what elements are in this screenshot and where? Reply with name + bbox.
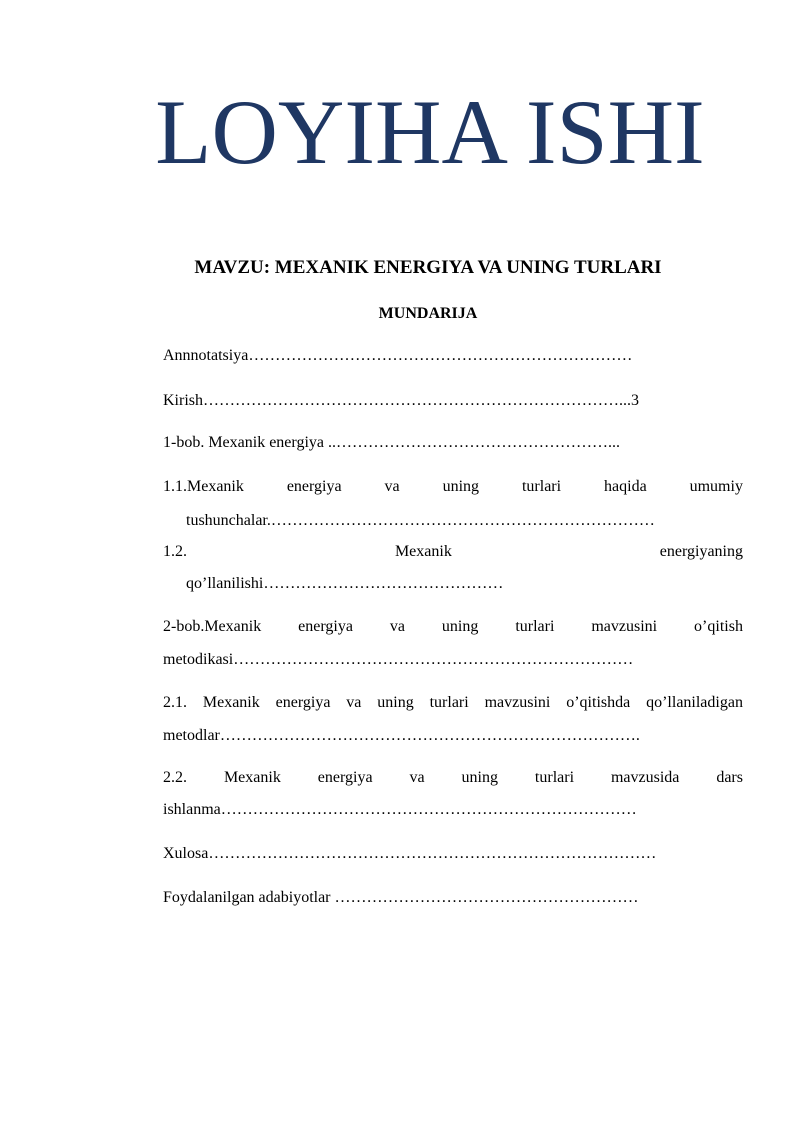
toc-entry-section-2-2 <box>163 767 743 789</box>
toc-word: 1.1.Mexanik <box>163 478 244 495</box>
toc-word: mavzusida <box>610 769 680 786</box>
toc-word: o’qitishda <box>566 694 631 711</box>
toc-word: energiyaning <box>659 543 743 560</box>
toc-entry-section-1-2 <box>163 541 743 563</box>
toc-word: 2.2. <box>163 769 187 786</box>
toc-entry-kirish: Kirish……………………………………………………………………...3 <box>163 392 639 409</box>
toc-word: 2.1. <box>163 694 187 711</box>
toc-entry-section-1-1-cont: tushunchalar.……………………………………………………………… <box>186 512 655 529</box>
toc-entry-section-1-1 <box>163 476 743 498</box>
toc-word: o’qitish <box>694 618 743 635</box>
subject-heading: MAVZU: MEXANIK ENERGIYA VA UNING TURLARI <box>194 257 662 278</box>
toc-entry-annotatsiya: Annnotatsiya……………………………………………………………… <box>163 347 633 364</box>
toc-word: va <box>389 618 405 635</box>
toc-word: turlari <box>534 769 575 786</box>
toc-word: uning <box>441 618 479 635</box>
toc-entry-xulosa: Xulosa………………………………………………………………………… <box>163 845 657 862</box>
document-title: LOYIHA ISHI <box>155 81 705 183</box>
toc-word: energiya <box>286 478 342 495</box>
toc-word: umumiy <box>689 478 743 495</box>
toc-entry-section-1-2-cont: qo’llanilishi……………………………………… <box>186 575 504 592</box>
toc-entry-chapter-1: 1-bob. Mexanik energiya ..……………………………………………... <box>163 434 620 451</box>
toc-entry-section-2-2-cont: ishlanma…………………………………………………………………… <box>163 801 637 818</box>
toc-heading: MUNDARIJA <box>378 305 478 322</box>
toc-word: va <box>409 769 425 786</box>
toc-word: qo’llaniladigan <box>646 694 743 711</box>
toc-word: energiya <box>275 694 331 711</box>
toc-word: 1.2. <box>163 543 187 560</box>
toc-word: Mexanik <box>394 543 452 560</box>
toc-word: mavzusini <box>484 694 551 711</box>
toc-word: va <box>384 478 400 495</box>
toc-word: energiya <box>298 618 353 635</box>
toc-entry-chapter-2 <box>163 616 743 638</box>
toc-word: turlari <box>515 618 555 635</box>
toc-word: energiya <box>317 769 373 786</box>
toc-word: mavzusini <box>591 618 658 635</box>
toc-word: uning <box>442 478 480 495</box>
toc-entry-chapter-2-cont: metodikasi………………………………………………………………… <box>163 651 634 668</box>
toc-word: turlari <box>521 478 562 495</box>
toc-word: 2-bob.Mexanik <box>163 618 262 635</box>
toc-entry-section-2-1 <box>163 692 743 714</box>
toc-entry-section-2-1-cont: metodlar……………………………………………………………………. <box>163 727 640 744</box>
toc-entry-adabiyotlar: Foydalanilgan adabiyotlar ………………………………………………… <box>163 889 639 906</box>
toc-word: uning <box>377 694 414 711</box>
toc-word: turlari <box>429 694 469 711</box>
toc-word: Mexanik <box>202 694 260 711</box>
toc-word: haqida <box>604 478 647 495</box>
toc-word: Mexanik <box>223 769 281 786</box>
toc-word: uning <box>461 769 498 786</box>
toc-word: va <box>346 694 362 711</box>
toc-word: dars <box>716 769 743 786</box>
